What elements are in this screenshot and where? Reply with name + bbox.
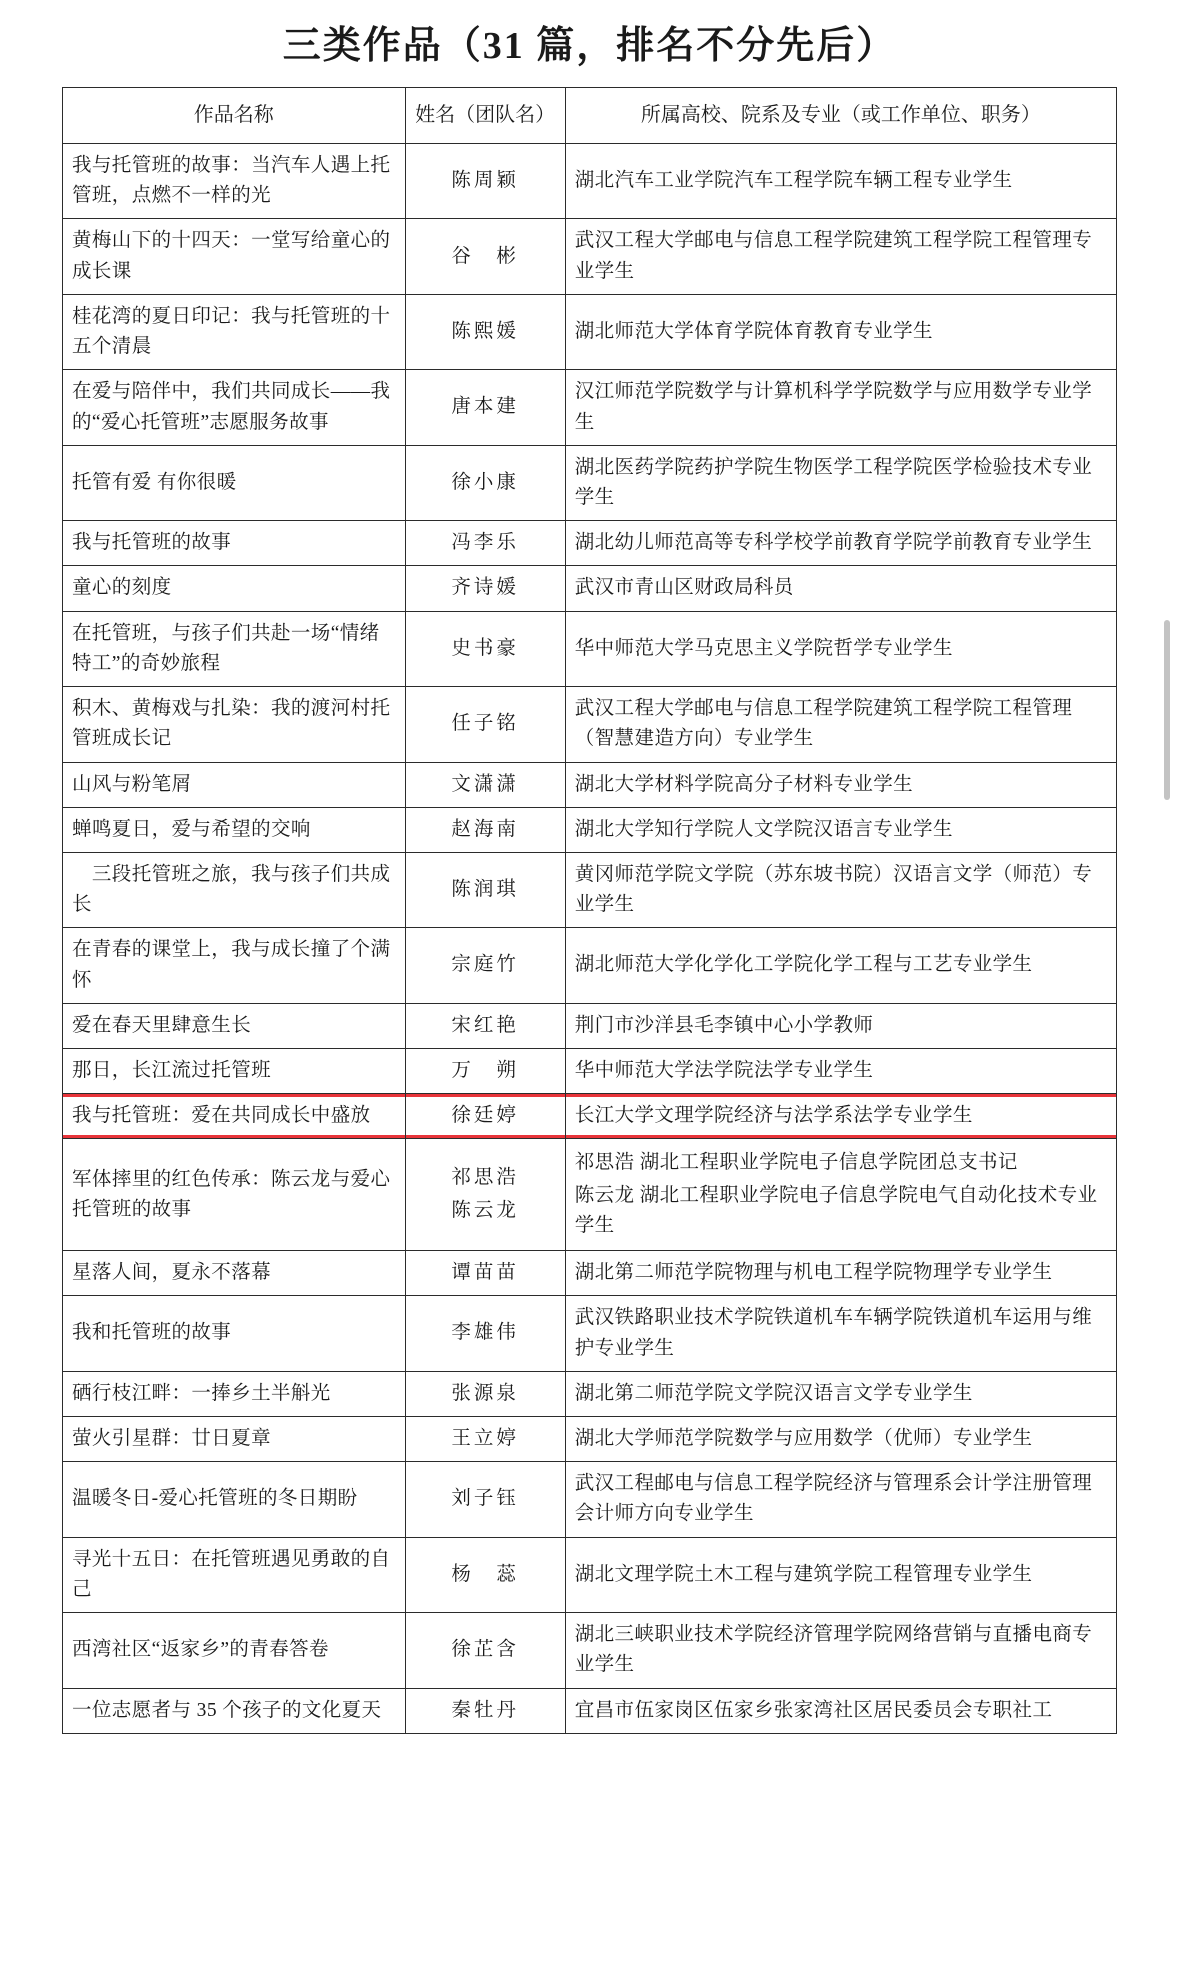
affiliation: 汉江师范学院数学与计算机科学学院数学与应用数学专业学生 [565, 370, 1116, 445]
affiliation: 湖北汽车工业学院汽车工程学院车辆工程专业学生 [565, 144, 1116, 219]
work-title: 温暖冬日-爱心托管班的冬日期盼 [63, 1462, 406, 1537]
author-name: 史书豪 [405, 611, 565, 686]
table-row [63, 445, 1117, 520]
award-table [62, 87, 1117, 1734]
table-row [63, 521, 1117, 566]
work-title: 三段托管班之旅，我与孩子们共成长 [63, 852, 406, 927]
table-row [63, 807, 1117, 852]
affiliation: 祁思浩 湖北工程职业学院电子信息学院团总支书记 [574, 1152, 1018, 1174]
author-name: 宗庭竹 [405, 928, 565, 1003]
affiliation: 黄冈师范学院文学院（苏东坡书院）汉语言文学（师范）专业学生 [565, 852, 1116, 927]
affiliation: 湖北三峡职业技术学院经济管理学院网络营销与直播电商专业学生 [565, 1613, 1116, 1688]
work-title: 我与托管班的故事：当汽车人遇上托管班，点燃不一样的光 [63, 144, 406, 219]
author-name: 谷 彬 [405, 219, 565, 294]
author-name: 任子铭 [405, 687, 565, 762]
work-title: 那日，长江流过托管班 [63, 1049, 406, 1094]
author-name: 赵海南 [405, 807, 565, 852]
table-row-highlighted [63, 1094, 1117, 1139]
table-row [63, 1296, 1117, 1371]
work-title: 西湾社区“返家乡”的青春答卷 [63, 1613, 406, 1688]
affiliation: 武汉市青山区财政局科员 [565, 566, 1116, 611]
column-header-name: 姓名（团队名） [405, 88, 565, 144]
table-body [63, 144, 1117, 1734]
table-row [63, 144, 1117, 219]
work-title: 在托管班，与孩子们共赴一场“情绪特工”的奇妙旅程 [63, 611, 406, 686]
work-title: 萤火引星群：廿日夏章 [63, 1417, 406, 1462]
affiliation: 武汉工程大学邮电与信息工程学院建筑工程学院工程管理专业学生 [565, 219, 1116, 294]
table-row [63, 1371, 1117, 1416]
work-title: 爱在春天里肆意生长 [63, 1003, 406, 1048]
table-row [63, 762, 1117, 807]
table-row [63, 1139, 1117, 1251]
affiliation: 武汉工程邮电与信息工程学院经济与管理系会计学注册管理会计师方向专业学生 [565, 1462, 1116, 1537]
table-row [63, 611, 1117, 686]
table-row [63, 566, 1117, 611]
table-header [63, 88, 1117, 144]
table-row [63, 1049, 1117, 1094]
work-title: 军体摔里的红色传承：陈云龙与爱心托管班的故事 [63, 1139, 406, 1251]
table-row [63, 1462, 1117, 1537]
affiliation: 湖北幼儿师范高等专科学校学前教育学院学前教育专业学生 [565, 521, 1116, 566]
author-name: 陈润琪 [405, 852, 565, 927]
table-row [63, 1688, 1117, 1733]
table-row [63, 1537, 1117, 1612]
affiliation: 湖北医药学院药护学院生物医学工程学院医学检验技术专业学生 [565, 445, 1116, 520]
table-row [63, 219, 1117, 294]
table-row [63, 1251, 1117, 1296]
affiliation: 湖北师范大学体育学院体育教育专业学生 [565, 294, 1116, 369]
author-name: 唐本建 [405, 370, 565, 445]
award-table-container [0, 87, 1179, 1734]
author-name: 谭苗苗 [405, 1251, 565, 1296]
work-title: 桂花湾的夏日印记：我与托管班的十五个清晨 [63, 294, 406, 369]
author-name: 张源泉 [405, 1371, 565, 1416]
affiliation: 湖北大学师范学院数学与应用数学（优师）专业学生 [565, 1417, 1116, 1462]
author-name: 宋红艳 [405, 1003, 565, 1048]
table-row [63, 687, 1117, 762]
work-title: 在爱与陪伴中，我们共同成长——我的“爱心托管班”志愿服务故事 [63, 370, 406, 445]
table-row [63, 294, 1117, 369]
column-header-org: 所属高校、院系及专业（或工作单位、职务） [565, 88, 1116, 144]
work-title: 山风与粉笔屑 [63, 762, 406, 807]
table-row [63, 928, 1117, 1003]
affiliation: 武汉工程大学邮电与信息工程学院建筑工程学院工程管理（智慧建造方向）专业学生 [565, 687, 1116, 762]
table-header-row [63, 88, 1117, 144]
work-title: 托管有爱 有你很暖 [63, 445, 406, 520]
affiliation: 华中师范大学马克思主义学院哲学专业学生 [565, 611, 1116, 686]
author-name: 徐廷婷 [405, 1094, 565, 1139]
work-title: 星落人间，夏永不落幕 [63, 1251, 406, 1296]
work-title: 童心的刻度 [63, 566, 406, 611]
work-title: 寻光十五日：在托管班遇见勇敢的自己 [63, 1537, 406, 1612]
author-name: 文潇潇 [405, 762, 565, 807]
page-title: 三类作品（31 篇，排名不分先后） [282, 25, 897, 67]
author-name: 陈云龙 [451, 1200, 519, 1222]
affiliation: 湖北师范大学化学化工学院化学工程与工艺专业学生 [565, 928, 1116, 1003]
work-title: 我和托管班的故事 [63, 1296, 406, 1371]
table-row [63, 1613, 1117, 1688]
author-name: 秦牡丹 [405, 1688, 565, 1733]
work-title: 黄梅山下的十四天：一堂写给童心的成长课 [63, 219, 406, 294]
author-name: 徐芷含 [405, 1613, 565, 1688]
affiliation: 武汉铁路职业技术学院铁道机车车辆学院铁道机车运用与维护专业学生 [565, 1296, 1116, 1371]
affiliation: 湖北文理学院土木工程与建筑学院工程管理专业学生 [565, 1537, 1116, 1612]
work-title: 在青春的课堂上，我与成长撞了个满怀 [63, 928, 406, 1003]
table-row [63, 1003, 1117, 1048]
author-name-group [405, 1139, 565, 1251]
affiliation: 长江大学文理学院经济与法学系法学专业学生 [565, 1094, 1116, 1139]
affiliation: 湖北第二师范学院文学院汉语言文学专业学生 [565, 1371, 1116, 1416]
author-name: 刘子钰 [405, 1462, 565, 1537]
affiliation: 陈云龙 湖北工程职业学院电子信息学院电气自动化技术专业学生 [574, 1184, 1098, 1236]
author-name: 陈熙媛 [405, 294, 565, 369]
work-title: 一位志愿者与 35 个孩子的文化夏天 [63, 1688, 406, 1733]
author-name: 陈周颖 [405, 144, 565, 219]
affiliation: 湖北大学知行学院人文学院汉语言专业学生 [565, 807, 1116, 852]
work-title: 硒行枝江畔：一捧乡土半斛光 [63, 1371, 406, 1416]
author-name: 冯李乐 [405, 521, 565, 566]
affiliation: 华中师范大学法学院法学专业学生 [565, 1049, 1116, 1094]
affiliation: 湖北大学材料学院高分子材料专业学生 [565, 762, 1116, 807]
author-name: 徐小康 [405, 445, 565, 520]
affiliation: 荆门市沙洋县毛李镇中心小学教师 [565, 1003, 1116, 1048]
author-name: 杨 蕊 [405, 1537, 565, 1612]
column-header-title: 作品名称 [63, 88, 406, 144]
table-row [63, 852, 1117, 927]
affiliation: 宜昌市伍家岗区伍家乡张家湾社区居民委员会专职社工 [565, 1688, 1116, 1733]
author-name: 王立婷 [405, 1417, 565, 1462]
author-name: 李雄伟 [405, 1296, 565, 1371]
work-title: 我与托管班：爱在共同成长中盛放 [63, 1094, 406, 1139]
work-title: 蝉鸣夏日，爱与希望的交响 [63, 807, 406, 852]
work-title: 我与托管班的故事 [63, 521, 406, 566]
author-name: 齐诗媛 [405, 566, 565, 611]
work-title: 积木、黄梅戏与扎染：我的渡河村托管班成长记 [63, 687, 406, 762]
affiliation-group [565, 1139, 1116, 1251]
author-name: 祁思浩 [451, 1167, 519, 1189]
scrollbar[interactable] [1164, 620, 1170, 800]
table-row [63, 370, 1117, 445]
table-row [63, 1417, 1117, 1462]
author-name: 万 朔 [405, 1049, 565, 1094]
affiliation: 湖北第二师范学院物理与机电工程学院物理学专业学生 [565, 1251, 1116, 1296]
